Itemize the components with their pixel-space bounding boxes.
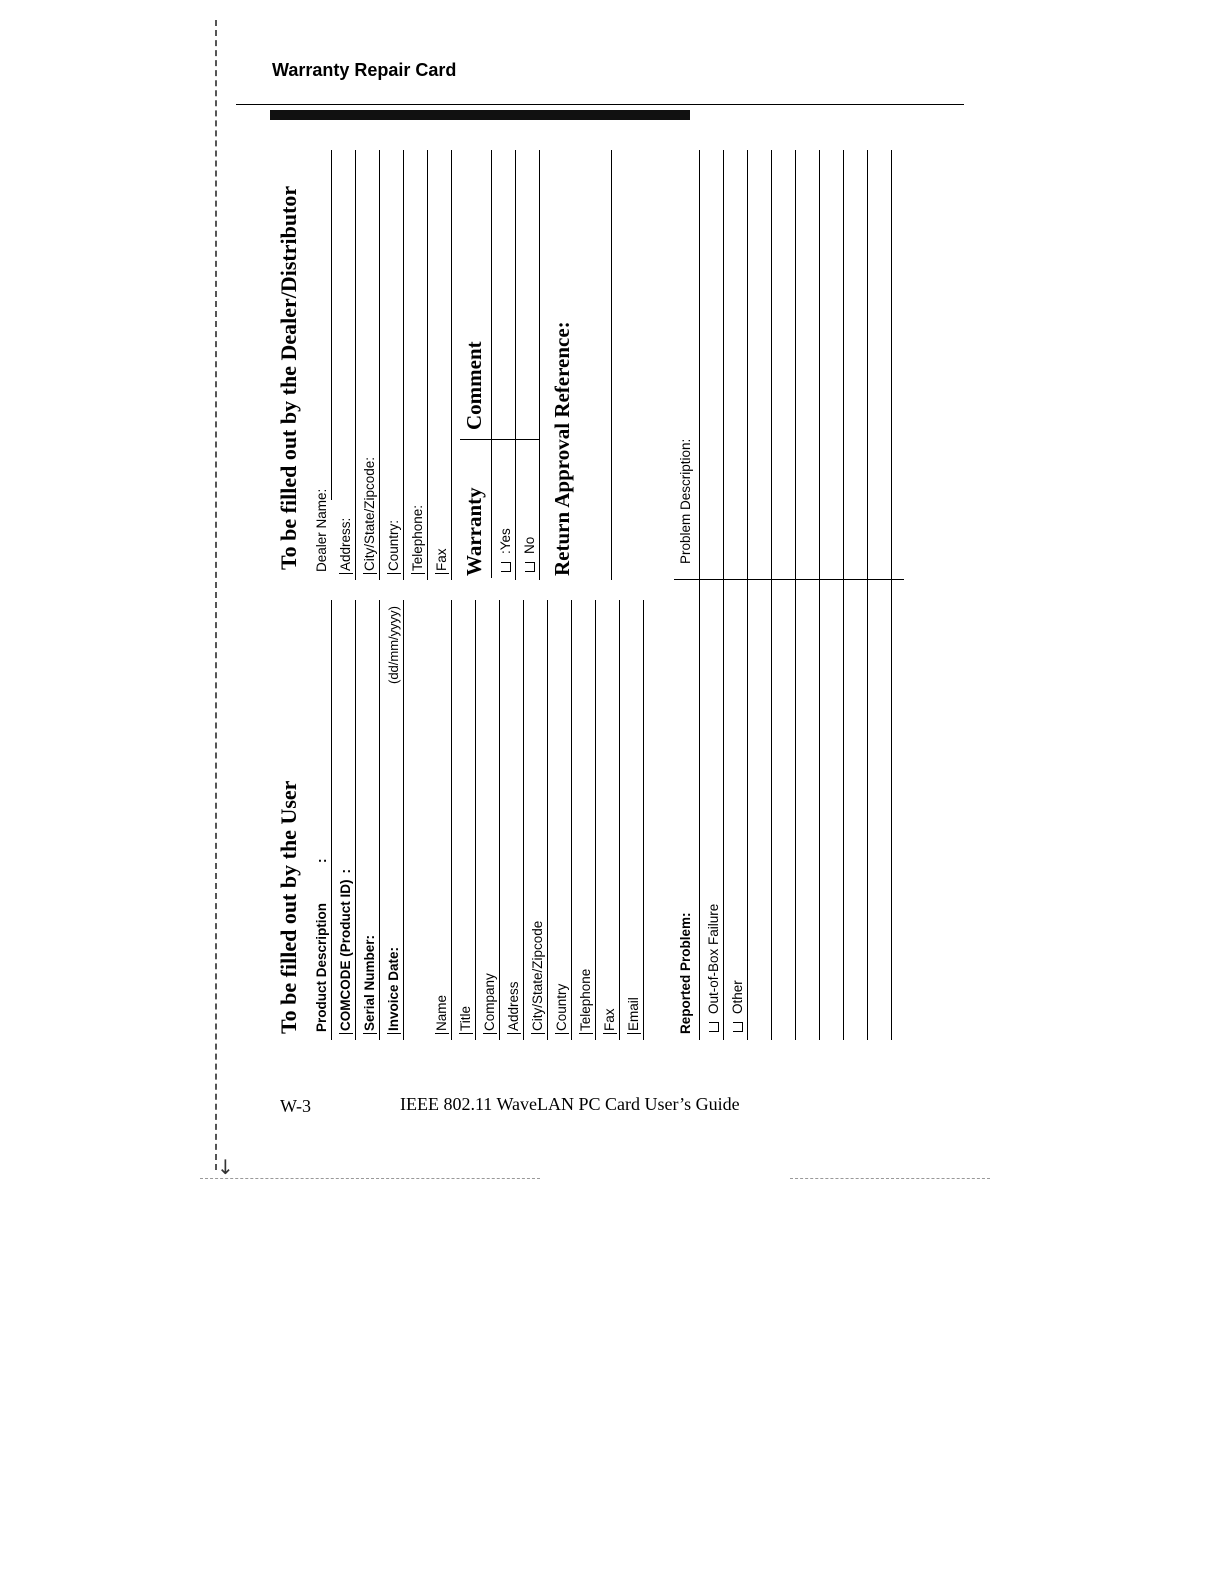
reported-problem-label: Reported Problem: — [678, 912, 693, 1034]
page-title: Warranty Repair Card — [272, 60, 457, 80]
warranty-heading: Warranty — [462, 487, 486, 576]
country-field[interactable]: Country — [548, 600, 572, 1040]
problem-line[interactable] — [772, 150, 796, 1040]
dealer-name-field[interactable]: Dealer Name: — [314, 488, 329, 572]
warranty-form — [270, 150, 910, 1040]
user-section-heading: To be filled out by the User — [276, 780, 301, 1034]
dealer-address-field[interactable]: Address: — [332, 150, 356, 580]
other-checkbox[interactable] — [733, 1022, 743, 1032]
comment-heading: Comment — [462, 341, 486, 430]
dealer-telephone-field[interactable]: Telephone: — [404, 150, 428, 580]
comcode-field[interactable]: COMCODE (Product ID): — [332, 600, 356, 1040]
problem-description-label: Problem Description: — [678, 438, 693, 564]
warranty-no-checkbox[interactable] — [525, 562, 535, 572]
warranty-card — [270, 150, 910, 1040]
problem-line[interactable] — [748, 150, 772, 1040]
title-field[interactable]: Title — [452, 600, 476, 1040]
header-bar — [270, 110, 690, 120]
company-field[interactable]: Company — [476, 600, 500, 1040]
telephone-field[interactable]: Telephone — [572, 600, 596, 1040]
problem-line[interactable] — [796, 150, 820, 1040]
cut-line-bottom-left — [200, 1178, 540, 1179]
invoice-date-field[interactable]: Invoice Date: (dd/mm/yyyy) — [380, 600, 404, 1040]
fax-field[interactable]: Fax — [596, 600, 620, 1040]
city-state-zip-field[interactable]: City/State/Zipcode — [524, 600, 548, 1040]
out-of-box-failure-option[interactable]: Out-of-Box Failure — [700, 150, 724, 1040]
name-field[interactable]: Name — [428, 600, 452, 1040]
scissors-arrow-icon: ↓ — [217, 1155, 234, 1179]
dealer-city-state-zip-field[interactable]: City/State/Zipcode: — [356, 150, 380, 580]
problem-line[interactable] — [820, 150, 844, 1040]
other-option[interactable]: Other — [724, 150, 748, 1040]
cut-line — [215, 20, 229, 1170]
page-number: W-3 — [280, 1096, 311, 1116]
cut-line-bottom-right — [790, 1178, 990, 1179]
guide-title: IEEE 802.11 WaveLAN PC Card User’s Guide — [400, 1094, 740, 1114]
problem-line[interactable] — [868, 150, 892, 1040]
header-rule — [236, 104, 964, 105]
serial-number-field[interactable]: Serial Number: — [356, 600, 380, 1040]
problem-line[interactable] — [844, 150, 868, 1040]
date-format-hint: (dd/mm/yyyy) — [386, 606, 401, 684]
dealer-fax-field[interactable]: Fax — [428, 150, 452, 580]
out-of-box-failure-checkbox[interactable] — [709, 1022, 719, 1032]
address-field[interactable]: Address — [500, 600, 524, 1040]
dealer-country-field[interactable]: Country: — [380, 150, 404, 580]
return-approval-field[interactable] — [588, 150, 612, 580]
warranty-yes-row[interactable]: :Yes — [492, 150, 516, 580]
warranty-no-row[interactable]: No — [516, 150, 540, 580]
product-description-field[interactable]: Product Description: — [308, 600, 332, 1040]
return-approval-heading: Return Approval Reference: — [550, 321, 574, 576]
email-field[interactable]: Email — [620, 600, 644, 1040]
warranty-yes-checkbox[interactable] — [501, 562, 511, 572]
dealer-section-heading: To be filled out by the Dealer/Distributor — [276, 185, 301, 570]
